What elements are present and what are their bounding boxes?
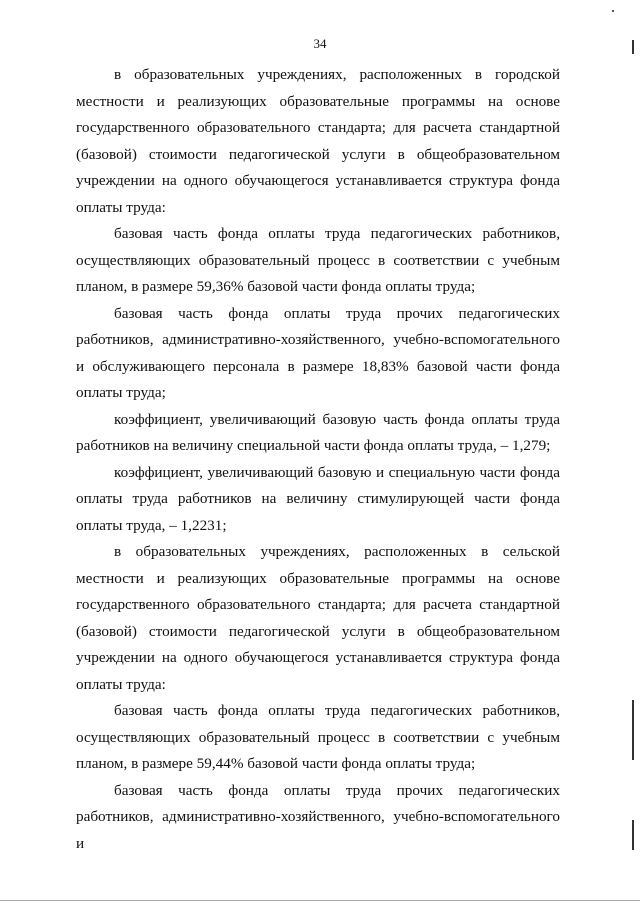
scan-edge-mark (632, 700, 634, 760)
page-number: 34 (313, 36, 327, 51)
paragraph-urban-special-coefficient: коэффициент, увеличивающий базовую часть фонда оплаты труда работников на величину специальной части фонда оплаты труда, – 1,279; (76, 410, 560, 454)
scan-speck (612, 10, 614, 12)
paragraph-urban-teachers-share: базовая часть фонда оплаты труда педагогических работников, осуществляющих образовательный процесс в соответствии с учебным планом, в размере 59,36% базовой части фонда оплаты труда; (76, 225, 560, 295)
paragraph-rural-other-staff-share: базовая часть фонда оплаты труда прочих педагогических работников, административно-хозяйственного, учебно-вспомогательного и (76, 781, 560, 852)
paragraph-rural-teachers-share: базовая часть фонда оплаты труда педагогических работников, осуществляющих образовательный процесс в соответствии с учебным планом, в размере 59,44% базовой части фонда оплаты труда; (76, 702, 560, 772)
paragraph-urban-incentive-coefficient: коэффициент, увеличивающий базовую и специальную части фонда оплаты труда работников на величину стимулирующей части фонда оплаты труда, – 1,2231; (76, 463, 560, 534)
page-bottom-edge (0, 900, 640, 901)
scan-edge-mark (632, 820, 634, 850)
body-text (76, 62, 560, 857)
paragraph-urban-intro: в образовательных учреждениях, расположенных в городской местности и реализующих образовательные программы на основе государственного образовательного стандарта; для расчета стандартной (базовой) стоимости педагогической услуги в общеобразовательном учреждении на одного обучающегося устанавливается структура фонда оплаты труда: (76, 66, 560, 216)
paragraph-urban-other-staff-share: базовая часть фонда оплаты труда прочих педагогических работников, административно-хозяйственного, учебно-вспомогательного и обслуживающего персонала в размере 18,83% базовой части фонда оплаты труда; (76, 304, 560, 401)
paragraph-rural-intro: в образовательных учреждениях, расположенных в сельской местности и реализующих образовательные программы на основе государственного образовательного стандарта; для расчета стандартной (базовой) стоимости педагогической услуги в общеобразовательном учреждении на одного обучающегося устанавливается структура фонда оплаты труда: (76, 543, 560, 693)
